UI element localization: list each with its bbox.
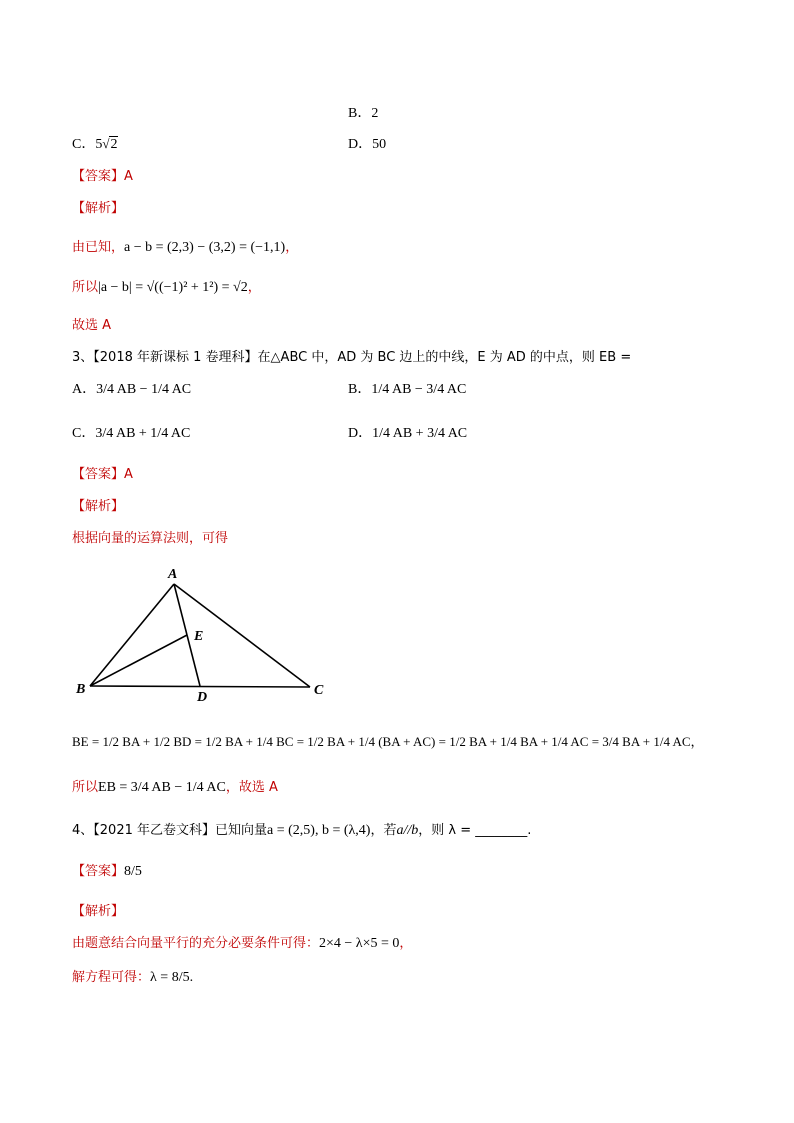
q2-line1-prefix: 由已知，: [72, 240, 125, 255]
q2-line1-formula: a − b = (2,3) − (3,2) = (−1,1): [124, 240, 286, 255]
edge-bc: [90, 686, 310, 687]
q3-derivation: BE = 1/2 BA + 1/2 BD = 1/2 BA + 1/4 BC = 1/2 BA + 1/4 (BA + AC) = 1/2 BA + 1/4 BA + 1/4 AC = 3/4 BA + 1/4 AC，: [72, 734, 704, 749]
edge-ab: [90, 584, 174, 686]
q3-answer-value: A: [124, 467, 133, 482]
q3-option-a: A．3/4 AB − 1/4 AC: [72, 382, 192, 397]
q4-number: 4、: [72, 823, 94, 838]
q4-line1-suffix: ，: [399, 936, 413, 951]
label-b: B: [76, 682, 86, 697]
q3-source: 【2018 年新课标 1 卷理科】: [93, 350, 258, 365]
q2-answer-label: 【答案】: [72, 169, 125, 184]
label-a: A: [168, 567, 178, 582]
q3-number: 3、: [72, 350, 94, 365]
q4-answer: [72, 860, 142, 880]
triangle-figure: [70, 562, 340, 707]
q4-answer-value: 8/5: [124, 864, 142, 879]
q4-line2-text: 解方程可得：: [72, 970, 151, 985]
q4-source: 【2021 年乙卷文科】: [93, 823, 215, 838]
q4-line1-text: 由题意结合向量平行的充分必要条件可得：: [72, 936, 320, 951]
q3-option-c: C．3/4 AB + 1/4 AC: [72, 426, 191, 441]
q2-option-b: B．2: [348, 106, 379, 121]
label-e: E: [194, 629, 204, 644]
q2-analysis-label: 【解析】: [72, 201, 125, 216]
q3-stem: 在△ABC 中，AD 为 BC 边上的中线，E 为 AD 的中点，则 EB =: [257, 350, 632, 365]
q2-line2: [72, 276, 261, 296]
q4-stem-prefix: 已知向量: [215, 823, 268, 838]
q4-stem-formula: a = (2,5), b = (λ,4): [267, 823, 371, 838]
q2-answer: [72, 165, 133, 184]
q2-line1-suffix: ，: [285, 240, 299, 255]
q2-line2-suffix: ，: [247, 280, 261, 295]
q2-line1: [72, 236, 298, 256]
q3-answer-label: 【答案】: [72, 467, 125, 482]
q4-stem-condition: a//b: [396, 823, 419, 838]
q3-answer: [72, 463, 133, 482]
q2-option-c: C．5√2: [72, 136, 118, 152]
q3-option-b: B．1/4 AB − 3/4 AC: [348, 382, 467, 397]
q4-line2-formula: λ = 8/5.: [150, 970, 194, 985]
q4-line1: [72, 932, 412, 952]
q4-line2: [72, 966, 193, 986]
q2-line2-prefix: 所以: [72, 280, 99, 295]
q3-conclusion: [72, 776, 278, 796]
q4-stem-mid: ，若: [370, 823, 397, 838]
label-c: C: [314, 683, 324, 698]
q3-stem-line: [72, 346, 631, 365]
q2-line2-formula: |a − b| = √((−1)² + 1²) = √2: [98, 280, 248, 295]
q3-conclusion-formula: EB = 3/4 AB − 1/4 AC: [98, 780, 226, 795]
q4-line1-formula: 2×4 − λ×5 = 0: [319, 936, 400, 951]
q2-option-d: D．50: [348, 137, 387, 152]
q3-analysis-intro: 根据向量的运算法则，可得: [72, 531, 229, 546]
q3-conclusion-prefix: 所以: [72, 780, 99, 795]
q4-analysis-label: 【解析】: [72, 904, 125, 919]
segment-be: [90, 635, 187, 686]
q4-stem-suffix: ，则 λ = ________.: [418, 823, 532, 838]
q4-answer-label: 【答案】: [72, 864, 125, 879]
label-d: D: [197, 690, 208, 705]
q3-analysis-label: 【解析】: [72, 499, 125, 514]
q2-answer-value: A: [124, 169, 133, 184]
q3-option-d: D．1/4 AB + 3/4 AC: [348, 426, 468, 441]
q3-conclusion-suffix: ，故选 A: [225, 780, 278, 795]
q2-choose: 故选 A: [72, 318, 112, 333]
q4-stem-line: [72, 819, 531, 839]
